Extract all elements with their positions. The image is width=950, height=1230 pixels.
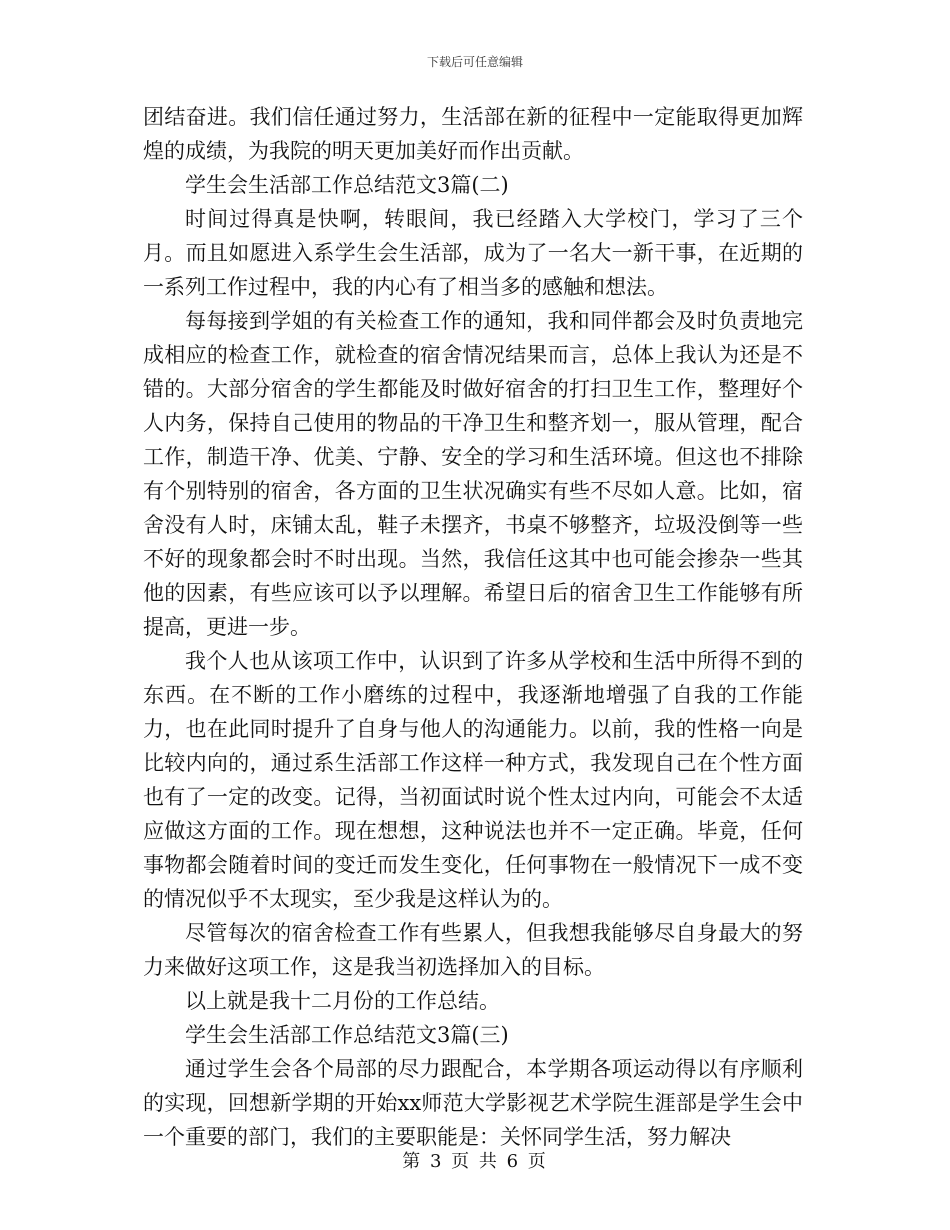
paragraph: 尽管每次的宿舍检查工作有些累人，但我想我能够尽自身最大的努力来做好这项工作，这是我当初选择加入的目标。 (143, 921, 803, 979)
section-heading: 学生会生活部工作总结范文3篇(三) (185, 1023, 509, 1047)
paragraph: 通过学生会各个局部的尽力跟配合，本学期各项运动得以有序顺利的实现，回想新学期的开始xx师范大学影视艺术学院生涯部是学生会中一个重要的部门，我们的主要职能是：关怀同学生活，努力解决 (143, 1057, 803, 1149)
paragraph: 时间过得真是快啊，转眼间，我已经踏入大学校门，学习了三个月。而且如愿进入系学生会生活部，成为了一名大一新干事，在近期的一系列工作过程中，我的内心有了相当多的感触和想法。 (143, 207, 803, 299)
paragraph: 我个人也从该项工作中，认识到了许多从学校和生活中所得不到的东西。在不断的工作小磨练的过程中，我逐渐地增强了自我的工作能力，也在此同时提升了自身与他人的沟通能力。以前，我的性格一向是比较内向的，通过系生活部工作这样一种方式，我发现自己在个性方面也有了一定的改变。记得，当初面试时说个性太过内向，可能会不太适应做这方面的工作。现在想想，这种说法也并不一定正确。毕竟，任何事物都会随着时间的变迁而发生变化，任何事物在一般情况下一成不变的情况似乎不太现实，至少我是这样认为的。 (143, 649, 803, 911)
document-body (143, 100, 803, 1154)
page-header-note: 下载后可任意编辑 (426, 55, 523, 69)
section-heading: 学生会生活部工作总结范文3篇(二) (185, 173, 509, 197)
page-number: 第 3 页 共 6 页 (402, 1151, 548, 1172)
paragraph: 每每接到学姐的有关检查工作的通知，我和同伴都会及时负责地完成相应的检查工作，就检查的宿舍情况结果而言，总体上我认为还是不错的。大部分宿舍的学生都能及时做好宿舍的打扫卫生工作，整理好个人内务，保持自己使用的物品的干净卫生和整齐划一，服从管理，配合工作，制造干净、优美、宁静、安全的学习和生活环境。但这也不排除有个别特别的宿舍，各方面的卫生状况确实有些不尽如人意。比如，宿舍没有人时，床铺太乱，鞋子未摆齐，书桌不够整齐，垃圾没倒等一些不好的现象都会时不时出现。当然，我信任这其中也可能会掺杂一些其他的因素，有些应该可以予以理解。希望日后的宿舍卫生工作能够有所提高，更进一步。 (143, 309, 803, 639)
paragraph: 团结奋进。我们信任通过努力，生活部在新的征程中一定能取得更加辉煌的成绩，为我院的明天更加美好而作出贡献。 (143, 105, 803, 163)
paragraph: 以上就是我十二月份的工作总结。 (185, 989, 500, 1013)
